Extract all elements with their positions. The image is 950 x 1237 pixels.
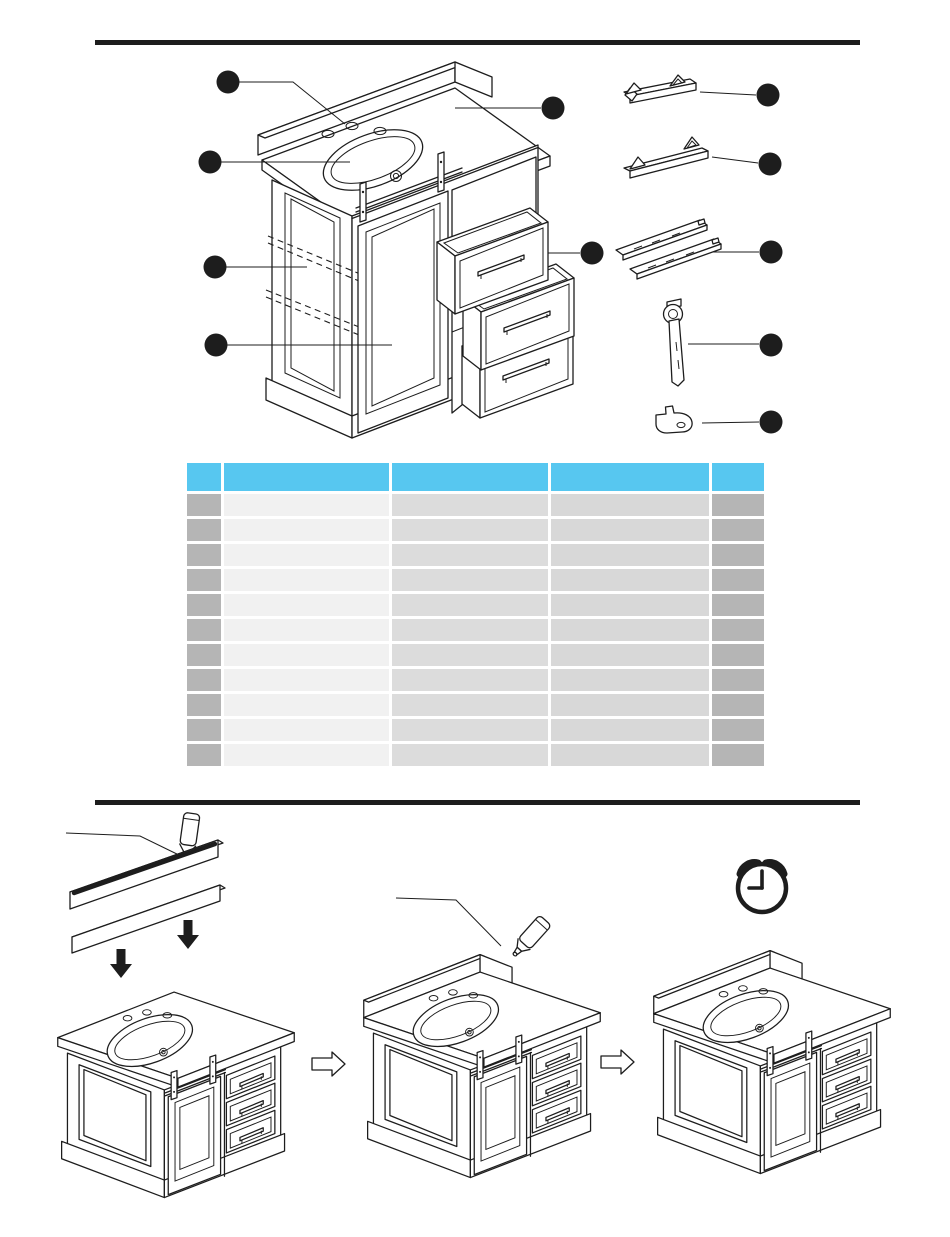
- table-cell: [392, 544, 548, 566]
- table-row: [187, 719, 764, 741]
- table-row: [187, 519, 764, 541]
- table-cell: [551, 494, 709, 516]
- callout-dot-door: [205, 334, 228, 357]
- table-header-cell: [224, 463, 389, 491]
- callout-dot-countertop: [542, 97, 565, 120]
- callout-dot-slides: [760, 241, 783, 264]
- drawer-slides-part: [616, 219, 721, 279]
- vanity-step-2: [364, 955, 600, 1178]
- callout-dot-sink: [199, 151, 222, 174]
- table-row: [187, 644, 764, 666]
- table-cell: [224, 694, 389, 716]
- glue-backsplash-detail: [66, 812, 225, 978]
- table-cell: [187, 719, 221, 741]
- table-cell: [187, 619, 221, 641]
- assembly-steps-diagram: [0, 800, 950, 1237]
- hardware-parts: [616, 75, 721, 433]
- table-cell: [392, 644, 548, 666]
- leader-line: [396, 898, 501, 946]
- table-cell: [187, 694, 221, 716]
- table-cell: [712, 719, 764, 741]
- table-cell: [224, 669, 389, 691]
- table-cell: [187, 519, 221, 541]
- table-cell: [712, 594, 764, 616]
- table-cell: [712, 644, 764, 666]
- table-cell: [392, 744, 548, 766]
- glue-bottle-icon: [508, 915, 551, 961]
- table-cell: [712, 569, 764, 591]
- door-rail-b-part: [624, 137, 708, 178]
- table-header-cell: [187, 463, 221, 491]
- callout-dot-side-panel: [204, 256, 227, 279]
- door-hanger-part: [664, 299, 685, 386]
- callout-dot-hanger: [760, 334, 783, 357]
- callout-dot-backsplash: [217, 71, 240, 94]
- table-cell: [224, 719, 389, 741]
- parts-table: [187, 463, 764, 769]
- table-header-cell: [712, 463, 764, 491]
- table-header-cell: [551, 463, 709, 491]
- table-cell: [392, 694, 548, 716]
- table-cell: [187, 544, 221, 566]
- table-row: [187, 744, 764, 766]
- table-cell: [712, 694, 764, 716]
- next-step-arrow-icon: [312, 1052, 345, 1076]
- table-cell: [551, 594, 709, 616]
- table-cell: [224, 644, 389, 666]
- table-cell: [392, 494, 548, 516]
- vanity-step-1: [58, 992, 294, 1197]
- table-cell: [392, 569, 548, 591]
- table-cell: [392, 519, 548, 541]
- table-cell: [712, 519, 764, 541]
- table-cell: [551, 619, 709, 641]
- table-cell: [551, 544, 709, 566]
- table-cell: [712, 619, 764, 641]
- table-row: [187, 494, 764, 516]
- alarm-clock-icon: [738, 863, 786, 912]
- table-cell: [551, 644, 709, 666]
- table-row: [187, 544, 764, 566]
- table-header-cell: [392, 463, 548, 491]
- table-cell: [551, 719, 709, 741]
- table-cell: [224, 544, 389, 566]
- table-cell: [392, 619, 548, 641]
- table-cell: [187, 669, 221, 691]
- table-cell: [392, 669, 548, 691]
- table-cell: [551, 744, 709, 766]
- table-cell: [392, 594, 548, 616]
- table-row: [187, 569, 764, 591]
- table-row: [187, 619, 764, 641]
- vanity-step-3: [654, 951, 890, 1174]
- table-row: [187, 594, 764, 616]
- table-cell: [187, 644, 221, 666]
- exploded-vanity-illustration: [258, 62, 574, 438]
- callout-dot-rail-b: [759, 153, 782, 176]
- table-cell: [187, 569, 221, 591]
- table-header-row: [187, 463, 764, 491]
- table-row: [187, 669, 764, 691]
- door-rail-a-part: [624, 75, 696, 103]
- table-cell: [551, 569, 709, 591]
- callout-dot-rail-a: [757, 84, 780, 107]
- callout-dot-drawer: [581, 242, 604, 265]
- table-cell: [187, 594, 221, 616]
- table-cell: [712, 494, 764, 516]
- table-cell: [224, 594, 389, 616]
- table-cell: [712, 744, 764, 766]
- table-cell: [551, 519, 709, 541]
- next-step-arrow-icon: [601, 1050, 634, 1074]
- down-arrow-icon: [110, 949, 132, 978]
- table-cell: [712, 669, 764, 691]
- table-cell: [712, 544, 764, 566]
- table-cell: [551, 669, 709, 691]
- table-cell: [187, 494, 221, 516]
- table-cell: [224, 519, 389, 541]
- callout-dot-bracket: [760, 411, 783, 434]
- table-cell: [392, 719, 548, 741]
- table-cell: [187, 744, 221, 766]
- down-arrow-icon: [177, 920, 199, 949]
- table-cell: [224, 494, 389, 516]
- table-cell: [551, 694, 709, 716]
- table-cell: [224, 569, 389, 591]
- exploded-view-diagram: [0, 0, 950, 460]
- wall-bracket-part: [656, 406, 692, 433]
- table-cell: [224, 744, 389, 766]
- table-row: [187, 694, 764, 716]
- leader-line: [66, 833, 181, 856]
- table-cell: [224, 619, 389, 641]
